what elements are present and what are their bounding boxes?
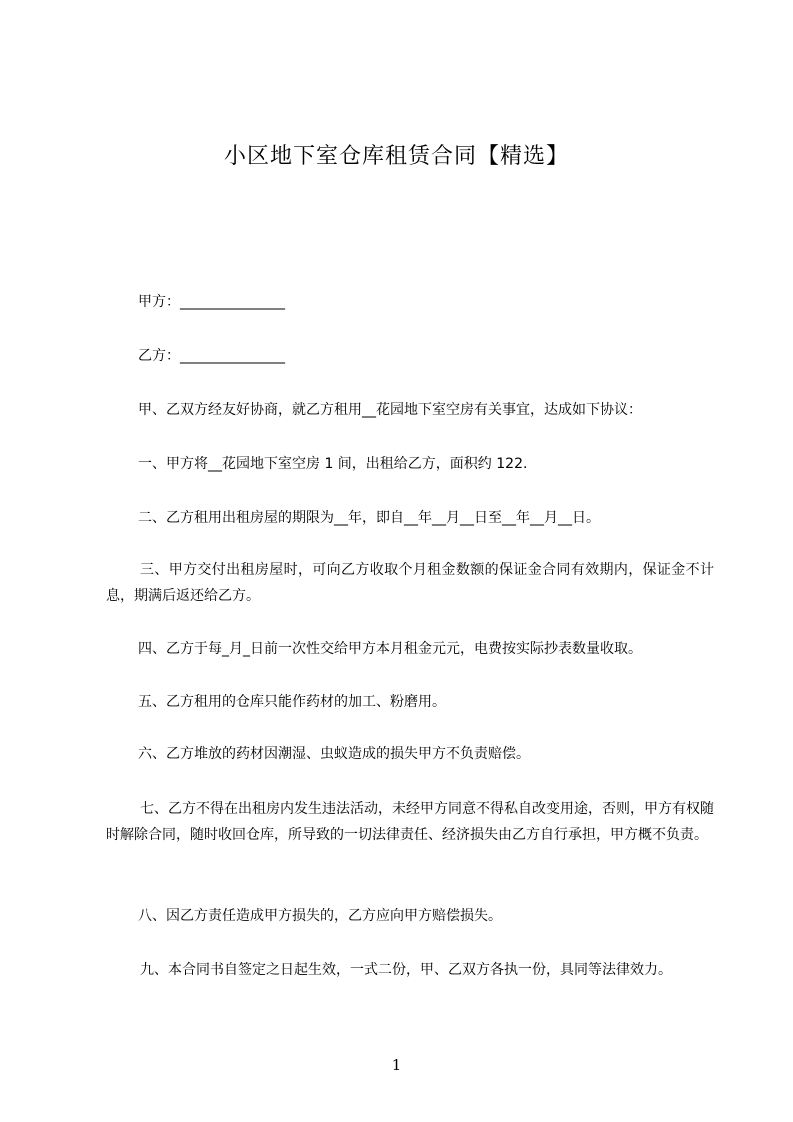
clause-5: 五、乙方租用的仓库只能作药材的加工、粉磨用。 xyxy=(138,694,446,710)
clause-6: 六、乙方堆放的药材因潮湿、虫蚁造成的损失甲方不负责赔偿。 xyxy=(138,746,530,762)
clause-2: 二、乙方租用出租房屋的期限为__年，即自__年__月__日至__年__月__日。 xyxy=(138,510,600,526)
party-b-line: 乙方：_______________ xyxy=(138,348,285,364)
clause-8: 八、因乙方责任造成甲方损失的，乙方应向甲方赔偿损失。 xyxy=(138,908,502,924)
clause-3: 三、甲方交付出租房屋时，可向乙方收取个月租金数额的保证金合同有效期内，保证金不计息，期满后返还给乙方。 xyxy=(106,562,714,604)
clause-7: 七、乙方不得在出租房内发生违法活动，未经甲方同意不得私自改变用途，否则，甲方有权随时解除合同，随时收回仓库，所导致的一切法律责任、经济损失由乙方自行承担，甲方概不负责。 xyxy=(106,801,714,843)
clause-1: 一、甲方将__花园地下室空房 1 间，出租给乙方，面积约 122. xyxy=(138,456,528,472)
document-title: 小区地下室仓库租赁合同【精选】 xyxy=(223,144,569,169)
clause-4: 四、乙方于每_月_日前一次性交给甲方本月租金元元，电费按实际抄表数量收取。 xyxy=(138,641,642,657)
intro-paragraph: 甲、乙双方经友好协商，就乙方租用__花园地下室空房有关事宜，达成如下协议： xyxy=(138,402,642,418)
clause-9: 九、本合同书自签定之日起生效，一式二份，甲、乙双方各执一份，具同等法律效力。 xyxy=(140,962,672,978)
party-a-line: 甲方：_______________ xyxy=(138,294,285,310)
page-number: 1 xyxy=(391,1056,402,1074)
